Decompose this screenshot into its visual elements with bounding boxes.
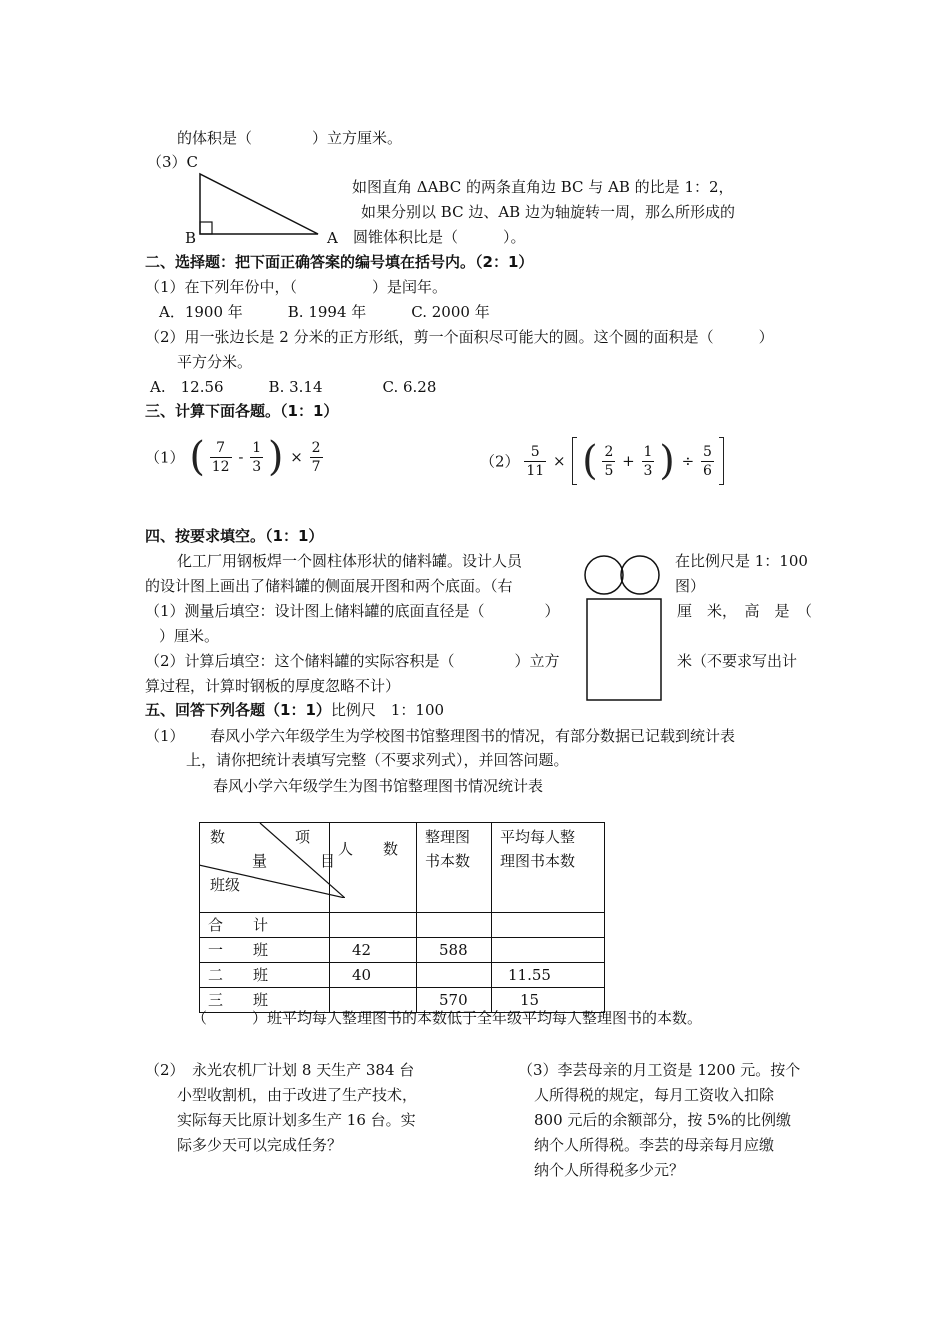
word-problem-3: （3）李芸母亲的月工资是 1200 元。按个 人所得税的规定，每月工资收入扣除 800 元后的余额部分，按 5%的比例缴 纳个人所得税。李芸的母亲每月应缴 纳个人所得税多少元？ <box>518 1061 801 1179</box>
table-row: 三 班 570 15 <box>200 988 605 1013</box>
q3-label: （3）C <box>147 153 199 171</box>
section-5-heading <box>145 700 444 720</box>
calc-2-label: （2） <box>480 452 520 471</box>
s5-q1-line2: 上，请你把统计表填写完整（不要求列式），并回答问题。 <box>186 751 569 769</box>
left-paren: ( <box>189 434 205 480</box>
s4-right-4: 米（不要求写出计 <box>677 652 798 670</box>
calc-1-label: （1） <box>145 448 185 467</box>
table-note: （ ）班平均每人整理图书的本数低于全年级平均每人整理图书的本数。 <box>192 1009 703 1027</box>
table-title: 春风小学六年级学生为图书馆整理图书情况统计表 <box>213 777 544 795</box>
right-paren: ) <box>659 438 675 484</box>
s4-para-2: 的设计图上画出了储料罐的侧面展开图和两个底面。（右 <box>145 577 513 595</box>
section-3-title: 三、计算下面各题。（1：1） <box>145 402 339 420</box>
col-average: 平均每人整 理图书本数 <box>492 823 605 913</box>
s4-right-3: 厘 米， 高 是 （ <box>677 602 813 620</box>
right-paren: ) <box>267 434 284 480</box>
hdr-banji: 班级 <box>210 876 241 894</box>
fraction-5-11: $\frac{5}{11}$ <box>526 443 545 479</box>
s4-right-1: 在比例尺是 1：100 <box>675 552 808 570</box>
cylinder-net-figure <box>583 553 665 703</box>
section-2-title: 二、选择题：把下面正确答案的编号填在括号内。（2：1） <box>145 253 534 271</box>
calc-1: （1） ( $\frac{7}{12}$ - $\frac{1}{3}$ ) × $\frac{2}{7}$ <box>145 434 321 480</box>
triangle-vertex-b: B <box>185 229 197 247</box>
fraction-1-3: $\frac{1}{3}$ <box>252 439 262 475</box>
hdr-shu: 数 <box>210 828 226 846</box>
s2-q1-options: A．1900 年 B. 1994 年 C. 2000 年 <box>159 303 490 321</box>
fraction-2-7: $\frac{2}{7}$ <box>311 439 321 475</box>
right-bracket <box>719 437 724 485</box>
statistics-table <box>199 822 605 1013</box>
s5-q1-label: （1） <box>145 727 185 745</box>
col-books: 整理图 书本数 <box>417 823 492 913</box>
fraction-2-5: $\frac{2}{5}$ <box>604 443 614 479</box>
fraction-1-3b: $\frac{1}{3}$ <box>643 443 653 479</box>
q3-text-3: 圆锥体积比是（ ）。 <box>353 228 526 246</box>
fraction-7-12: $\frac{7}{12}$ <box>211 439 230 475</box>
s2-q2-options: A. 12.56 B. 3.14 C. 6.28 <box>150 378 437 396</box>
hdr-liang: 量 <box>252 852 268 870</box>
s4-q1: （1）测量后填空：设计图上储料罐的底面直径是（ ） <box>145 602 560 620</box>
triangle-vertex-a: A <box>327 229 338 247</box>
word-problem-2: （2） 永光农机厂计划 8 天生产 384 台 小型收割机，由于改进了生产技术， 实际每天比原计划多生产 16 台。实 际多少天可以完成任务？ <box>145 1061 418 1154</box>
col-people: 人 数 <box>330 823 417 913</box>
table-row: 一 班 42 588 <box>200 938 605 963</box>
left-paren: ( <box>582 438 598 484</box>
section-5-title: 五、回答下列各题（1：1） <box>145 701 331 719</box>
s4-right-2: 图） <box>675 577 706 595</box>
s4-q1-tail: ）厘米。 <box>159 627 220 645</box>
table-row: 二 班 40 11.55 <box>200 963 605 988</box>
right-triangle-figure <box>190 170 330 240</box>
volume-line: 的体积是（ ）立方厘米。 <box>177 129 403 147</box>
s2-q1: （1）在下列年份中，（ ）是闰年。 <box>145 278 448 296</box>
s4-q2-tail: 算过程，计算时钢板的厚度忽略不计） <box>145 677 401 695</box>
q3-text-1: 如图直角 ΔABC 的两条直角边 BC 与 AB 的比是 1：2， <box>352 178 734 196</box>
s4-q2: （2）计算后填空：这个储料罐的实际容积是（ ）立方 <box>145 652 560 670</box>
hdr-xiang: 项 <box>295 828 311 846</box>
diagonal-header-cell <box>200 823 336 913</box>
section-4-title: 四、按要求填空。（1：1） <box>145 527 324 545</box>
calc-2: （2） $\frac{5}{11}$ × ( $\frac{2}{5}$ + $\frac{1}{3}$ ) ÷ $\frac{5}{6}$ <box>480 437 724 485</box>
left-bracket <box>572 437 577 485</box>
s2-q2-line1: （2）用一张边长是 2 分米的正方形纸，剪一个面积尽可能大的圆。这个圆的面积是（ ） <box>145 328 774 346</box>
section-5-scale: 比例尺 1：100 <box>330 701 445 719</box>
fraction-5-6: $\frac{5}{6}$ <box>702 443 712 479</box>
s4-para-1: 化工厂用钢板焊一个圆柱体形状的储料罐。设计人员 <box>177 552 523 570</box>
table-row: 合 计 <box>200 913 605 938</box>
hdr-mu: 目 <box>320 852 336 870</box>
q3-text-2: 如果分别以 BC 边、AB 边为轴旋转一周，那么所形成的 <box>361 203 735 221</box>
table-header-row <box>200 823 605 913</box>
s2-q2-line2: 平方分米。 <box>177 353 253 371</box>
s5-q1-line1: 春风小学六年级学生为学校图书馆整理图书的情况，有部分数据已记载到统计表 <box>210 727 736 745</box>
